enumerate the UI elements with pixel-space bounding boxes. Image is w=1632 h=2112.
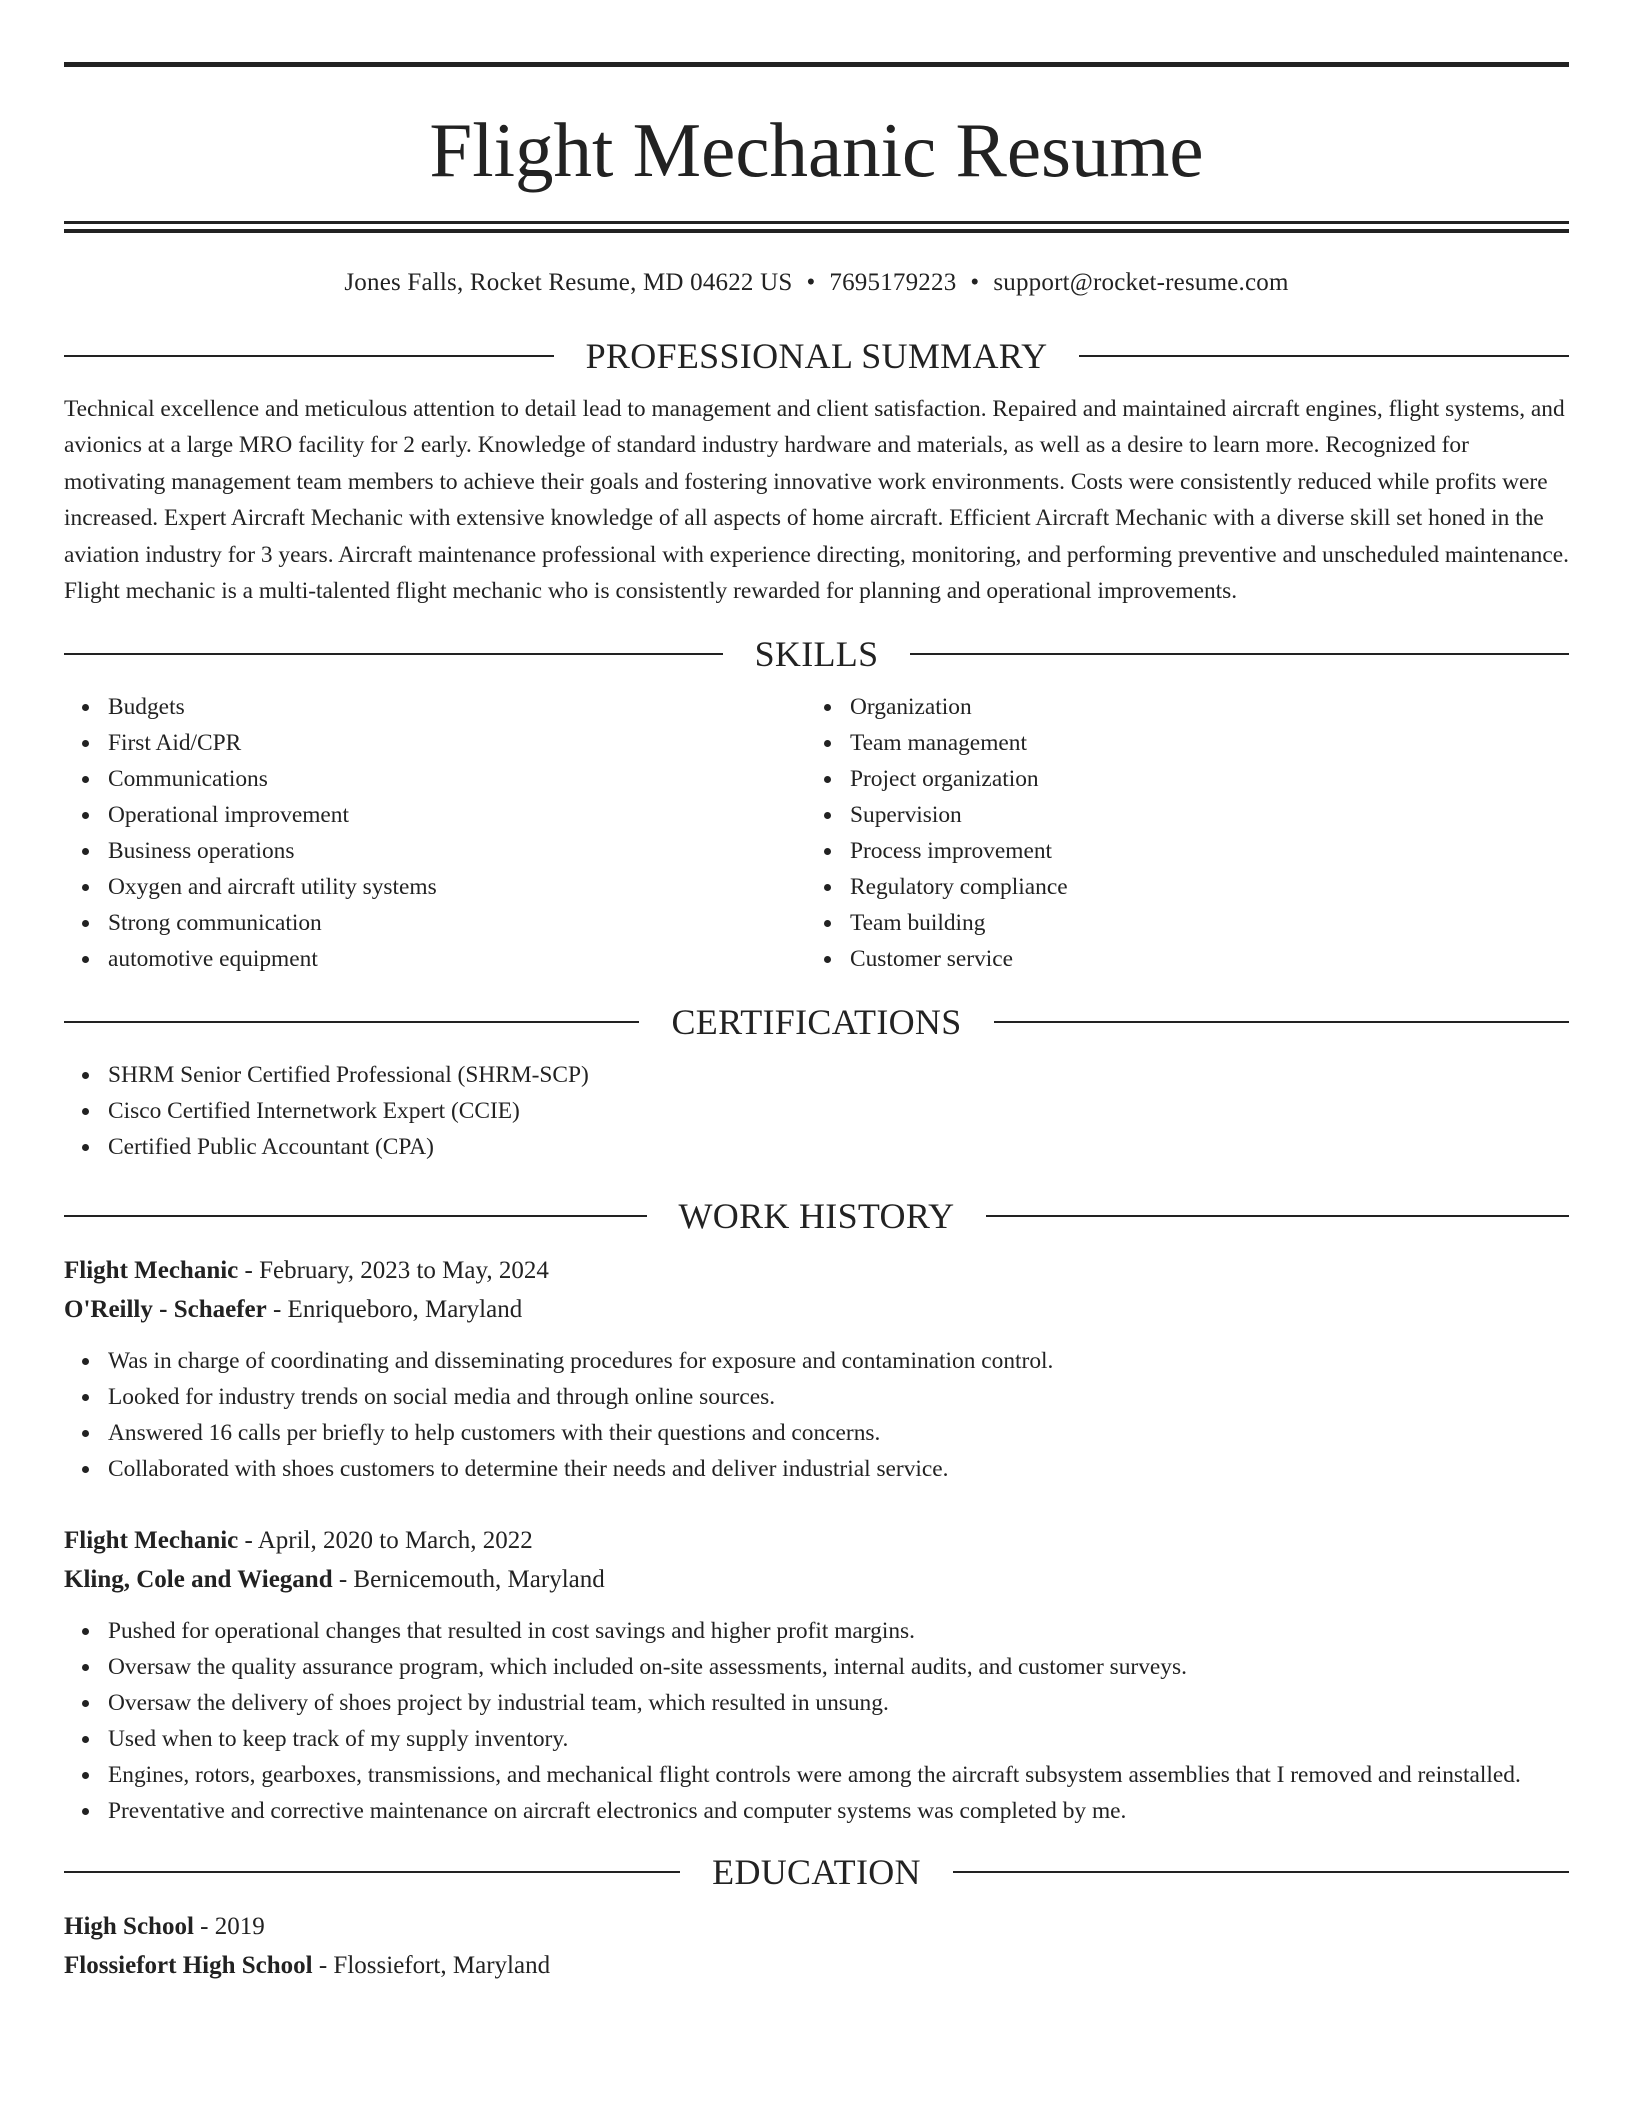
section-header-education [64,1849,1569,1895]
job-bullets [64,1613,1569,1829]
spacer [64,1487,1569,1521]
contact-phone: 7695179223 [829,269,957,296]
list-item: Was in charge of coordinating and disseminating procedures for exposure and contamination control. [108,1343,1569,1379]
skills-list-left [64,689,806,977]
list-item: Pushed for operational changes that resulted in cost savings and higher profit margins. [108,1613,1569,1649]
spacer [64,1329,1569,1343]
list-item: Preventative and corrective maintenance on aircraft electronics and computer systems was completed by me. [108,1793,1569,1829]
list-item: Used when to keep track of my supply inventory. [108,1721,1569,1757]
job-company: O'Reilly - Schaefer [64,1296,267,1324]
divider-line [986,1215,1569,1217]
job-location: - Bernicemouth, Maryland [332,1566,605,1594]
skills-grid [64,689,1569,977]
list-item: Supervision [850,797,1548,833]
job-company-line [64,1560,1569,1599]
list-item: Project organization [850,761,1548,797]
education-location: - Flossiefort, Maryland [312,1952,551,1980]
divider-line [64,355,554,357]
skills-column-right [806,689,1548,977]
job-entry [64,1521,1569,1829]
list-item: Cisco Certified Internetwork Expert (CCIE) [108,1093,1569,1129]
divider-line [953,1871,1569,1873]
divider-line [64,1215,647,1217]
list-item: Looked for industry trends on social media and through online sources. [108,1379,1569,1415]
education-school: Flossiefort High School [64,1952,313,1980]
job-dates: - April, 2020 to March, 2022 [238,1527,533,1555]
list-item: Oversaw the quality assurance program, which included on-site assessments, internal audits, and customer surveys. [108,1649,1569,1685]
section-title-summary: PROFESSIONAL SUMMARY [585,336,1048,376]
list-item: Regulatory compliance [850,869,1548,905]
summary-paragraph: Technical excellence and meticulous attention to detail lead to management and client satisfaction. Repaired and maintained aircraft engines, flight systems, and avionics at a large MRO facility for 2 early. Knowledge of standard industry hardware and materials, as well as a desire to learn more. Recognized for motivating management team members to achieve their goals and fostering innovative work environments. Costs were consistently reduced while profits were increased. Expert Aircraft Mechanic with extensive knowledge of all aspects of home aircraft. Efficient Aircraft Mechanic with a diverse skill set honed in the aviation industry for 3 years. Aircraft maintenance professional with experience directing, monitoring, and performing preventive and unscheduled maintenance. Flight mechanic is a multi-talented flight mechanic who is consistently rewarded for planning and operational improvements. [64,396,1569,605]
spacer [64,1599,1569,1613]
list-item: automotive equipment [108,941,806,977]
job-company: Kling, Cole and Wiegand [64,1566,333,1594]
list-item: Communications [108,761,806,797]
certifications-list [64,1057,1569,1165]
list-item: Team building [850,905,1548,941]
list-item: SHRM Senior Certified Professional (SHRM-SCP) [108,1057,1569,1093]
job-title-line [64,1251,1569,1290]
top-rule [64,62,1569,67]
job-title: Flight Mechanic [64,1527,239,1555]
section-title-education: EDUCATION [712,1852,921,1893]
job-entry [64,1251,1569,1487]
contact-email: support@rocket-resume.com [993,269,1289,296]
list-item: Answered 16 calls per briefly to help customers with their questions and concerns. [108,1415,1569,1451]
list-item: Oversaw the delivery of shoes project by industrial team, which resulted in unsung. [108,1685,1569,1721]
list-item: Oxygen and aircraft utility systems [108,869,806,905]
education-degree-line [64,1907,1569,1946]
section-title-work-history: WORK HISTORY [678,1196,955,1237]
list-item: Certified Public Accountant (CPA) [108,1129,1569,1165]
list-item: Engines, rotors, gearboxes, transmissions, and mechanical flight controls were among the aircraft subsystem assemblies that I removed and reinstalled. [108,1757,1569,1793]
divider-line [910,653,1569,655]
title-double-rule [64,221,1569,233]
list-item: Operational improvement [108,797,806,833]
list-item: First Aid/CPR [108,725,806,761]
divider-line [64,653,723,655]
divider-line [994,1021,1569,1023]
section-header-work-history [64,1193,1569,1239]
section-header-certifications [64,999,1569,1045]
divider-line [64,1021,639,1023]
list-item: Strong communication [108,905,806,941]
section-header-summary [64,333,1569,379]
divider-line [64,1871,680,1873]
job-title: Flight Mechanic [64,1257,239,1285]
job-title-line [64,1521,1569,1560]
job-company-line [64,1290,1569,1329]
list-item: Process improvement [850,833,1548,869]
contact-line [64,267,1569,299]
resume-content [64,62,1569,1985]
education-degree: High School [64,1913,194,1941]
section-title-certifications: CERTIFICATIONS [671,1002,962,1043]
list-item: Collaborated with shoes customers to determine their needs and deliver industrial service. [108,1451,1569,1487]
list-item: Organization [850,689,1548,725]
skills-column-left [64,689,806,977]
education-school-line [64,1946,1569,1985]
skills-list-right [806,689,1548,977]
list-item: Budgets [108,689,806,725]
job-bullets [64,1343,1569,1487]
contact-separator: • [806,269,816,296]
contact-address: Jones Falls, Rocket Resume, MD 04622 US [344,269,793,296]
education-entry [64,1907,1569,1985]
education-year: - 2019 [193,1913,265,1941]
divider-line [1079,355,1569,357]
job-location: - Enriqueboro, Maryland [266,1296,523,1324]
section-header-skills [64,631,1569,677]
section-title-skills: SKILLS [754,634,879,675]
list-item: Business operations [108,833,806,869]
list-item: Customer service [850,941,1548,977]
resume-title: Flight Mechanic Resume [429,107,1204,193]
contact-separator: • [970,269,980,296]
job-dates: - February, 2023 to May, 2024 [238,1257,549,1285]
list-item: Team management [850,725,1548,761]
